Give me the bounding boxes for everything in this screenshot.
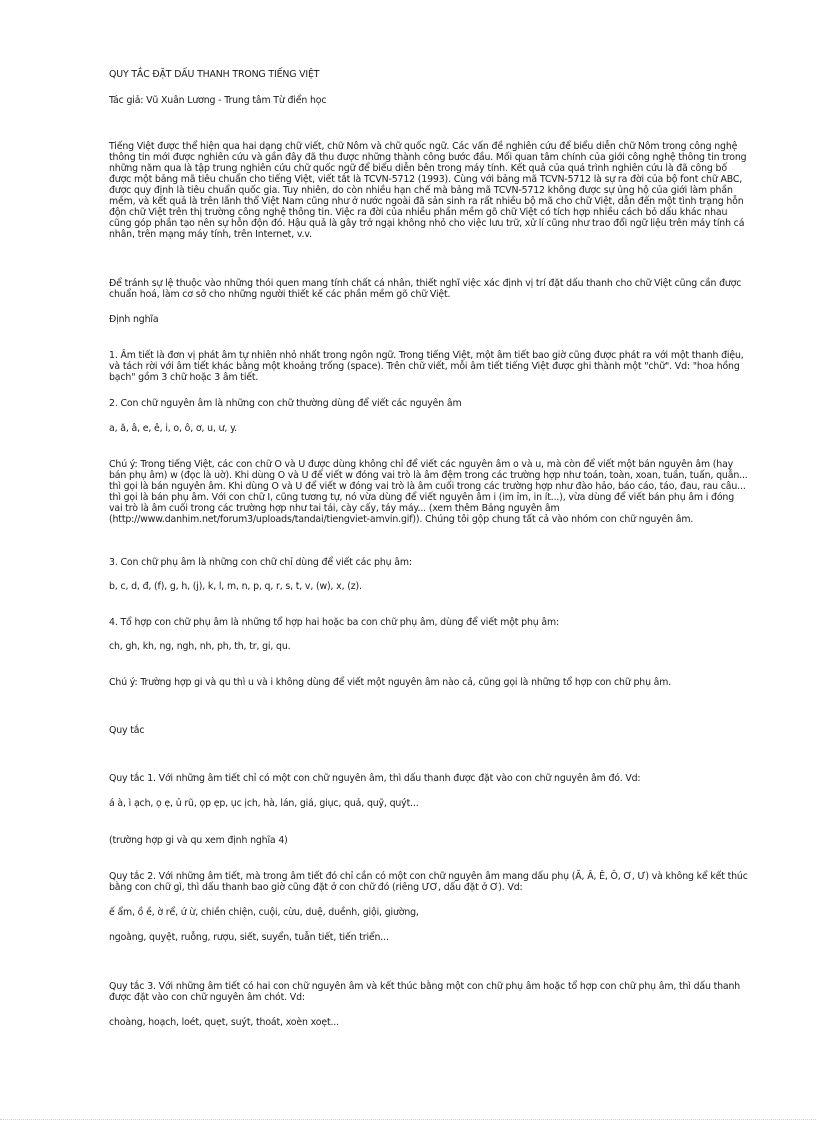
rule-2: Quy tắc 2. Với những âm tiết, mà trong âm tiết đó chỉ cần có một con chữ nguyên âm mang dấu phụ (Ă, Â, Ê, Ô, Ơ, Ư) và không kể kết thúc bằng con chữ gì, thì dấu thanh bao giờ cũng đặt ở con chữ đó (riêng ƯƠ, dấu đặt ở Ơ). Vd: — [109, 871, 748, 893]
rule-3: Quy tắc 3. Với những âm tiết có hai con chữ nguyên âm và kết thúc bằng một con chữ phụ âm hoặc tổ hợp con chữ phụ âm, thì dấu thanh được đặt vào con chữ nguyên âm chót. Vd: — [109, 981, 741, 1003]
rules-heading: Quy tắc — [109, 725, 145, 736]
rule-3-examples: choàng, hoạch, loét, quẹt, suýt, thoát, xoèn xoẹt... — [109, 1017, 339, 1028]
rule-2-examples-1: ế ẩm, ồ ề, ờ rể, ứ ừ, chiền chiện, cuội, cừu, duệ, duềnh, giội, giường, — [109, 907, 419, 918]
document-title: QUY TẮC ĐẶT DẤU THANH TRONG TIẾNG VIỆT — [109, 69, 320, 80]
rule-2-examples-2: ngoằng, quyệt, ruỗng, rượu, siết, suyển, tuẫn tiết, tiến triển... — [109, 932, 389, 943]
intro-paragraph-2: Để tránh sự lệ thuộc vào những thói quen mang tính chất cá nhân, thiết nghĩ việc xác định vị trí đặt dấu thanh cho chữ Việt cũng cần được chuẩn hoá, làm cơ sở cho những người thiết kế các phần mềm gõ chữ Việt. — [109, 278, 742, 300]
note-2: Chú ý: Trường hợp gi và qu thì u và i không dùng để viết một nguyên âm nào cả, cũng gọi là những tổ hợp con chữ phụ âm. — [109, 677, 672, 688]
definition-4: 4. Tổ hợp con chữ phụ âm là những tổ hợp hai hoặc ba con chữ phụ âm, dùng để viết một phụ âm: — [109, 617, 559, 628]
vowel-list: a, ă, â, e, ê, i, o, ô, ơ, u, ư, y. — [109, 423, 237, 434]
rule-1: Quy tắc 1. Với những âm tiết chỉ có một con chữ nguyên âm, thì dấu thanh được đặt vào con chữ nguyên âm đó. Vd: — [109, 773, 641, 784]
definitions-heading: Định nghĩa — [109, 314, 159, 325]
rule-1-note: (trường hợp gi và qu xem định nghĩa 4) — [109, 835, 288, 846]
definition-3: 3. Con chữ phụ âm là những con chữ chỉ dùng để viết các phụ âm: — [109, 557, 412, 568]
author-line: Tác giả: Vũ Xuân Lương - Trung tâm Từ điển học — [109, 95, 327, 106]
intro-paragraph-1: Tiếng Việt được thể hiện qua hai dạng chữ viết, chữ Nôm và chữ quốc ngữ. Các vấn đề nghiên cứu để biểu diễn chữ Nôm trong công nghệ thông tin mới được nghiên cứu và gần đây đã thu được những thành công bước đầu. Mối quan tâm chính của giới công nghệ thông tin trong những năm qua là tập trung nghiên cứu chữ quốc ngữ để biểu diễn bên trong máy tính. Kết quả của quá trình nghiên cứu là đã công bố được một bảng mã tiêu chuẩn cho tiếng Việt, viết tắt là TCVN-5712 (1993). Cùng với bảng mã TCVN-5712 là sự ra đời của bộ font chữ ABC, được quy định là tiêu chuẩn quốc gia. Tuy nhiên, do còn nhiều hạn chế mà bảng mã TCVN-5712 không được sự ủng hộ của giới làm phần mềm, và kết quả là trên lãnh thổ Việt Nam cũng như ở nước ngoài đã sản sinh ra rất nhiều bộ mã cho chữ Việt, dẫn đến một tình trạng hỗn độn chữ Việt trên thị trường công nghệ thông tin. Việc ra đời của nhiều phần mềm gõ chữ Việt có tích hợp nhiều cách bỏ dấu khác nhau cũng góp phần tạo nên sự hỗn độn đó. Hậu quả là gây trở ngại không nhỏ cho việc lưu trữ, xử lí cũng như trao đổi ngữ liệu trên máy tính cá nhân, trên mạng máy tính, trên Internet, v.v. — [109, 141, 747, 240]
consonant-combo-list: ch, gh, kh, ng, ngh, nh, ph, th, tr, gi, qu. — [109, 641, 291, 652]
definition-2: 2. Con chữ nguyên âm là những con chữ thường dùng để viết các nguyên âm — [109, 398, 462, 409]
consonant-list: b, c, d, đ, (f), g, h, (j), k, l, m, n, p, q, r, s, t, v, (w), x, (z). — [109, 581, 362, 592]
rule-1-examples: á à, ì ạch, ọ ẹ, ủ rũ, ọp ẹp, ục ịch, hà, lán, giá, giục, quả, quỹ, quýt... — [109, 798, 419, 809]
note-1: Chú ý: Trong tiếng Việt, các con chữ O và U được dùng không chỉ để viết các nguyên âm o và u, mà còn để viết một bán nguyên âm (hay bán phụ âm) w (đọc là uờ). Khi dùng O và U để viết w đóng vai trò là âm đệm trong các trường hợp như toán, toàn, xoan, tuần, tuấn, quẫn... thì gọi là bán nguyên âm. Khi dùng O và U để viết w đóng vai trò là âm cuối trong các trường hợp như đào hảo, báo cáo, táo, đau, rau câu... thì gọi là bán phụ âm. Với con chữ I, cũng tương tự, nó vừa dùng để viết nguyên âm i (im ỉm, in ít...), vừa dùng để viết bán phụ âm i đóng vai trò là âm cuối trong các trường hợp như tai tái, cày cấy, táy máy... (xem thêm Bảng nguyên âm (http://www.danhim.net/forum3/uploads/tandai/tiengviet-amvin.gif)). Chúng tôi gộp chung tất cả vào nhóm con chữ nguyên âm. — [109, 459, 748, 525]
definition-1: 1. Âm tiết là đơn vị phát âm tự nhiên nhỏ nhất trong ngôn ngữ. Trong tiếng Việt, một âm tiết bao giờ cũng được phát ra với một thanh điệu, và tách rời với âm tiết khác bằng một khoảng trống (space). Trên chữ viết, mỗi âm tiết tiếng Việt được ghi thành một "chữ". Vd: "hoa hồng bạch" gồm 3 chữ hoặc 3 âm tiết. — [109, 350, 744, 383]
page-bottom-border — [0, 1119, 816, 1120]
